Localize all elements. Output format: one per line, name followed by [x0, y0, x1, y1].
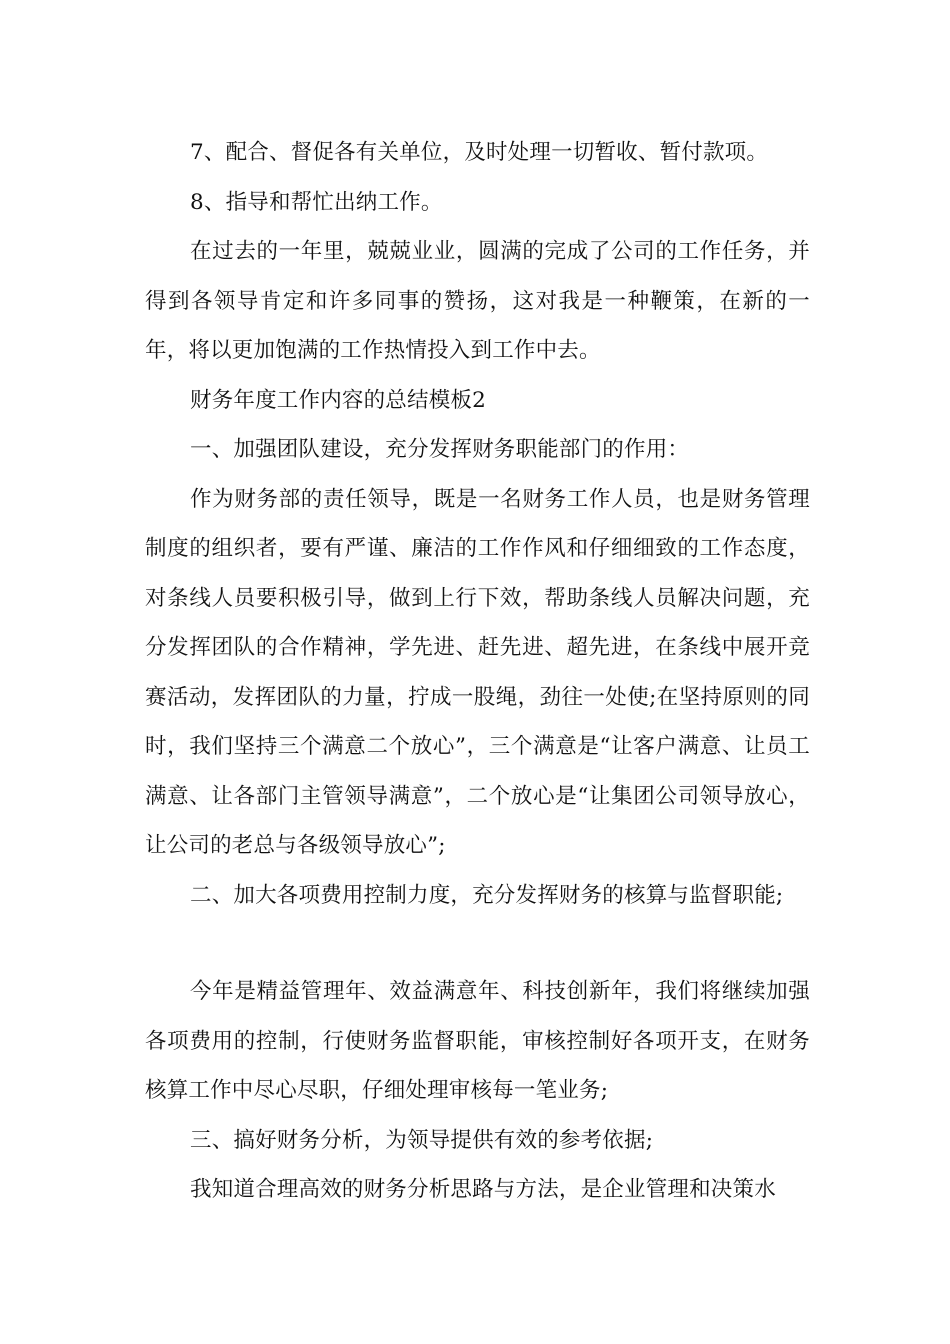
paragraph-item-7: 7、配合、督促各有关单位，及时处理一切暂收、暂付款项。 [190, 140, 769, 165]
heading-three: 三、搞好财务分析，为领导提供有效的参考依据; [190, 1127, 654, 1153]
paragraph-item-8: 8、指导和帮忙出纳工作。 [190, 189, 443, 215]
document-body [145, 128, 810, 1215]
heading-one: 一、加强团队建设，充分发挥财务职能部门的作用： [190, 437, 690, 462]
paragraph-summary: 在过去的一年里，兢兢业业，圆满的完成了公司的工作任务，并得到各领导肯定和许多同事的赞扬，这对我是一种鞭策，在新的一年，将以更加饱满的工作热情投入到工作中去。 [145, 239, 810, 363]
paragraph-team-building: 作为财务部的责任领导，既是一名财务工作人员，也是财务管理制度的组织者，要有严谨、廉洁的工作作风和仔细细致的工作态度，对条线人员要积极引导，做到上行下效，帮助条线人员解决问题，充分发挥团队的合作精神，学先进、赶先进、超先进，在条线中展开竞赛活动，发挥团队的力量，拧成一股绳，劲往一处使;在坚持原则的同时，我们坚持三个满意二个放心”，三个满意是“让客户满意、让员工满意、让各部门主管领导满意”，二个放心是“让集团公司领导放心，让公司的老总与各级领导放心”; [145, 486, 810, 858]
heading-two: 二、加大各项费用控制力度，充分发挥财务的核算与监督职能; [190, 882, 784, 908]
section-title: 财务年度工作内容的总结模板2 [190, 387, 486, 413]
paragraph-gap [145, 920, 810, 967]
paragraph-financial-analysis: 我知道合理高效的财务分析思路与方法，是企业管理和决策水 [190, 1177, 776, 1202]
paragraph-cost-control: 今年是精益管理年、效益满意年、科技创新年，我们将继续加强各项费用的控制，行使财务监督职能，审核控制好各项开支，在财务核算工作中尽心尽职，仔细处理审核每一笔业务; [145, 979, 810, 1103]
